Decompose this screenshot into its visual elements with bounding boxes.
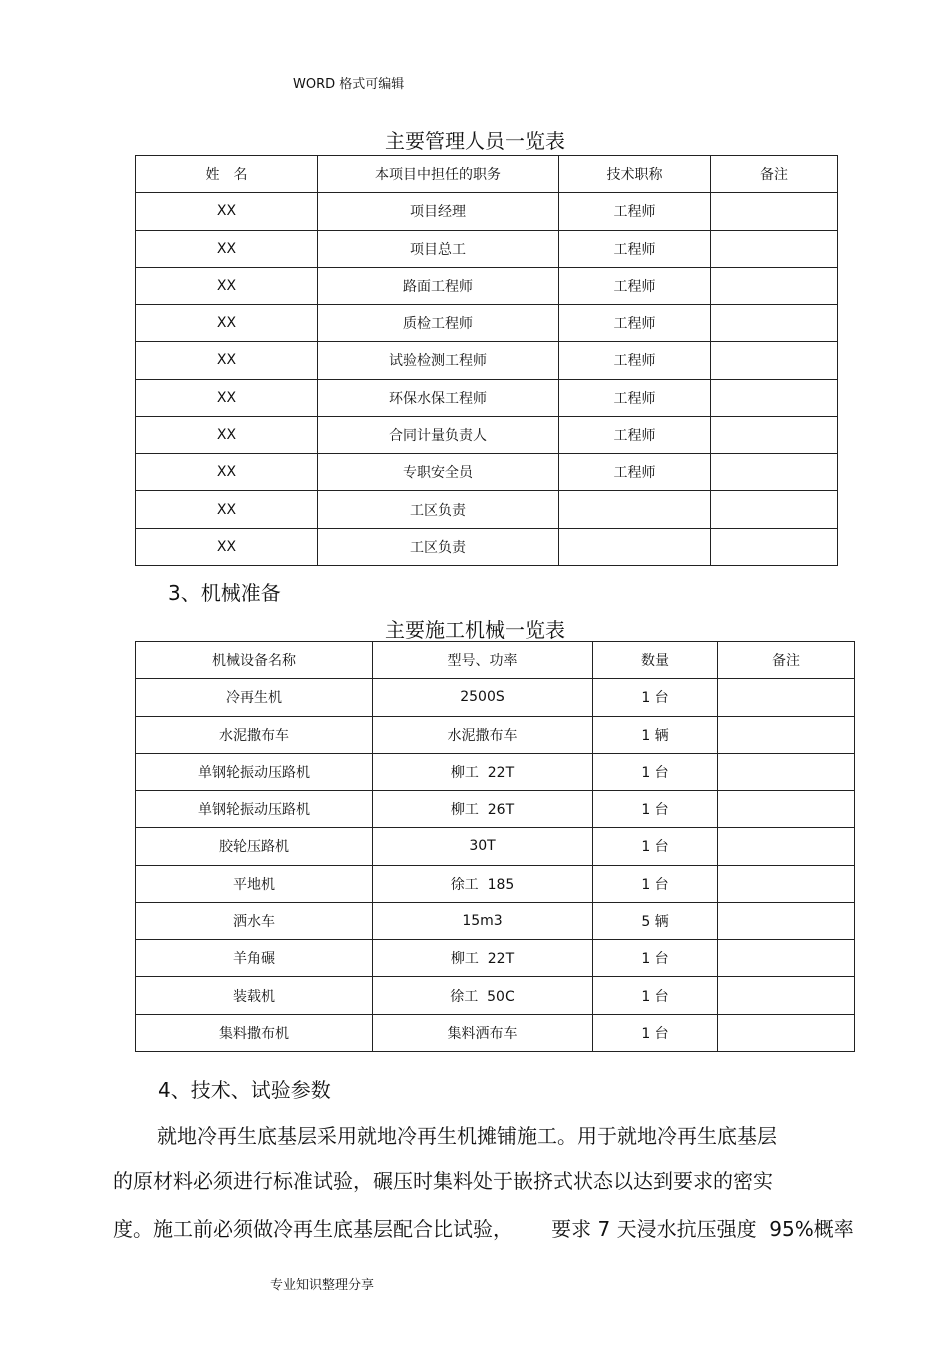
table-cell: 1 台: [593, 791, 718, 828]
table-cell: 徐工 50C: [373, 977, 593, 1014]
table-cell: XX: [136, 342, 318, 379]
table-cell: [718, 902, 855, 939]
table-cell: 徐工 185: [373, 865, 593, 902]
machine-table-title: 主要施工机械一览表: [385, 618, 565, 642]
table-cell: 工程师: [559, 416, 711, 453]
table-cell: [711, 193, 838, 230]
table-header-cell: 数量: [593, 642, 718, 679]
table-cell: [718, 940, 855, 977]
table-row: [136, 865, 855, 902]
table-cell: 5 辆: [593, 902, 718, 939]
table-cell: [711, 267, 838, 304]
table-row: [136, 230, 838, 267]
table-header-row: [136, 156, 838, 193]
table-cell: 30T: [373, 828, 593, 865]
table-header-row: [136, 642, 855, 679]
table-cell: XX: [136, 528, 318, 565]
table-cell: XX: [136, 267, 318, 304]
table-cell: 1 台: [593, 977, 718, 1014]
table-cell: XX: [136, 491, 318, 528]
table-cell: 集料撒布机: [136, 1014, 373, 1051]
table-header-cell: 备注: [718, 642, 855, 679]
table-cell: 柳工 22T: [373, 753, 593, 790]
table-cell: [559, 528, 711, 565]
table-cell: 平地机: [136, 865, 373, 902]
table-cell: 胶轮压路机: [136, 828, 373, 865]
table-cell: [711, 528, 838, 565]
paragraph-line-1: 就地冷再生底基层采用就地冷再生机摊铺施工。用于就地冷再生底基层: [157, 1124, 777, 1148]
section-4-heading: 4、技术、试验参数: [158, 1078, 331, 1102]
table-cell: [711, 230, 838, 267]
table-cell: 1 台: [593, 865, 718, 902]
table-row: [136, 977, 855, 1014]
table-cell: 水泥撒布车: [136, 716, 373, 753]
table-row: [136, 416, 838, 453]
table-cell: 工程师: [559, 342, 711, 379]
table-header-cell: 姓 名: [136, 156, 318, 193]
table-row: [136, 193, 838, 230]
section-3-heading: 3、机械准备: [168, 581, 281, 605]
table-cell: [718, 679, 855, 716]
table-header-cell: 机械设备名称: [136, 642, 373, 679]
paragraph-line-2: 的原材料必须进行标准试验，碾压时集料处于嵌挤式状态以达到要求的密实: [113, 1169, 773, 1193]
table-cell: 工程师: [559, 230, 711, 267]
table-row: [136, 828, 855, 865]
table-cell: XX: [136, 379, 318, 416]
table-cell: 单钢轮振动压路机: [136, 791, 373, 828]
table-cell: 1 台: [593, 1014, 718, 1051]
table-cell: 试验检测工程师: [318, 342, 559, 379]
table-cell: 羊角碾: [136, 940, 373, 977]
table-cell: [718, 977, 855, 1014]
table-cell: [718, 1014, 855, 1051]
table-header-cell: 备注: [711, 156, 838, 193]
table-cell: XX: [136, 454, 318, 491]
table-cell: [711, 305, 838, 342]
table-cell: [559, 491, 711, 528]
table-cell: 1 台: [593, 753, 718, 790]
table-cell: 柳工 26T: [373, 791, 593, 828]
table-cell: [718, 716, 855, 753]
table-cell: 路面工程师: [318, 267, 559, 304]
table-cell: [711, 454, 838, 491]
table-cell: [711, 379, 838, 416]
table-cell: 工区负责: [318, 491, 559, 528]
table-cell: 项目总工: [318, 230, 559, 267]
table-row: [136, 342, 838, 379]
machine-table: [135, 641, 855, 1052]
table-cell: 1 台: [593, 679, 718, 716]
paragraph-line-3: 度。施工前必须做冷再生底基层配合比试验， 要求 7 天浸水抗压强度 95%概率: [113, 1217, 854, 1241]
table-cell: 项目经理: [318, 193, 559, 230]
table-row: [136, 267, 838, 304]
table-row: [136, 305, 838, 342]
table-cell: 2500S: [373, 679, 593, 716]
table-row: [136, 716, 855, 753]
table-cell: 1 台: [593, 828, 718, 865]
page-header: WORD 格式可编辑: [293, 77, 405, 92]
table-row: [136, 491, 838, 528]
table-cell: 1 辆: [593, 716, 718, 753]
table-cell: 集料洒布车: [373, 1014, 593, 1051]
table-cell: 水泥撒布车: [373, 716, 593, 753]
table-cell: [711, 491, 838, 528]
table-row: [136, 679, 855, 716]
table-cell: [718, 753, 855, 790]
table-row: [136, 753, 855, 790]
table-row: [136, 940, 855, 977]
table-row: [136, 379, 838, 416]
table-cell: XX: [136, 230, 318, 267]
table-cell: 环保水保工程师: [318, 379, 559, 416]
table-cell: 冷再生机: [136, 679, 373, 716]
table-cell: 装载机: [136, 977, 373, 1014]
table-cell: 单钢轮振动压路机: [136, 753, 373, 790]
table-cell: 工程师: [559, 454, 711, 491]
table-cell: 1 台: [593, 940, 718, 977]
table-cell: 15m3: [373, 902, 593, 939]
table-row: [136, 791, 855, 828]
table-cell: [711, 342, 838, 379]
table-cell: XX: [136, 193, 318, 230]
table-cell: 工程师: [559, 305, 711, 342]
table-cell: XX: [136, 305, 318, 342]
staff-table-title: 主要管理人员一览表: [385, 129, 565, 153]
table-cell: 工程师: [559, 193, 711, 230]
table-header-cell: 技术职称: [559, 156, 711, 193]
table-cell: [711, 416, 838, 453]
table-row: [136, 1014, 855, 1051]
table-cell: [718, 828, 855, 865]
page-footer: 专业知识整理分享: [270, 1278, 375, 1293]
table-header-cell: 型号、功率: [373, 642, 593, 679]
table-cell: XX: [136, 416, 318, 453]
staff-table: [135, 155, 838, 566]
table-cell: 工区负责: [318, 528, 559, 565]
table-cell: [718, 865, 855, 902]
table-cell: 合同计量负责人: [318, 416, 559, 453]
table-cell: 工程师: [559, 379, 711, 416]
table-cell: 质检工程师: [318, 305, 559, 342]
table-row: [136, 454, 838, 491]
table-row: [136, 902, 855, 939]
table-header-cell: 本项目中担任的职务: [318, 156, 559, 193]
table-cell: 洒水车: [136, 902, 373, 939]
table-cell: 工程师: [559, 267, 711, 304]
table-cell: 柳工 22T: [373, 940, 593, 977]
table-row: [136, 528, 838, 565]
table-cell: 专职安全员: [318, 454, 559, 491]
table-cell: [718, 791, 855, 828]
